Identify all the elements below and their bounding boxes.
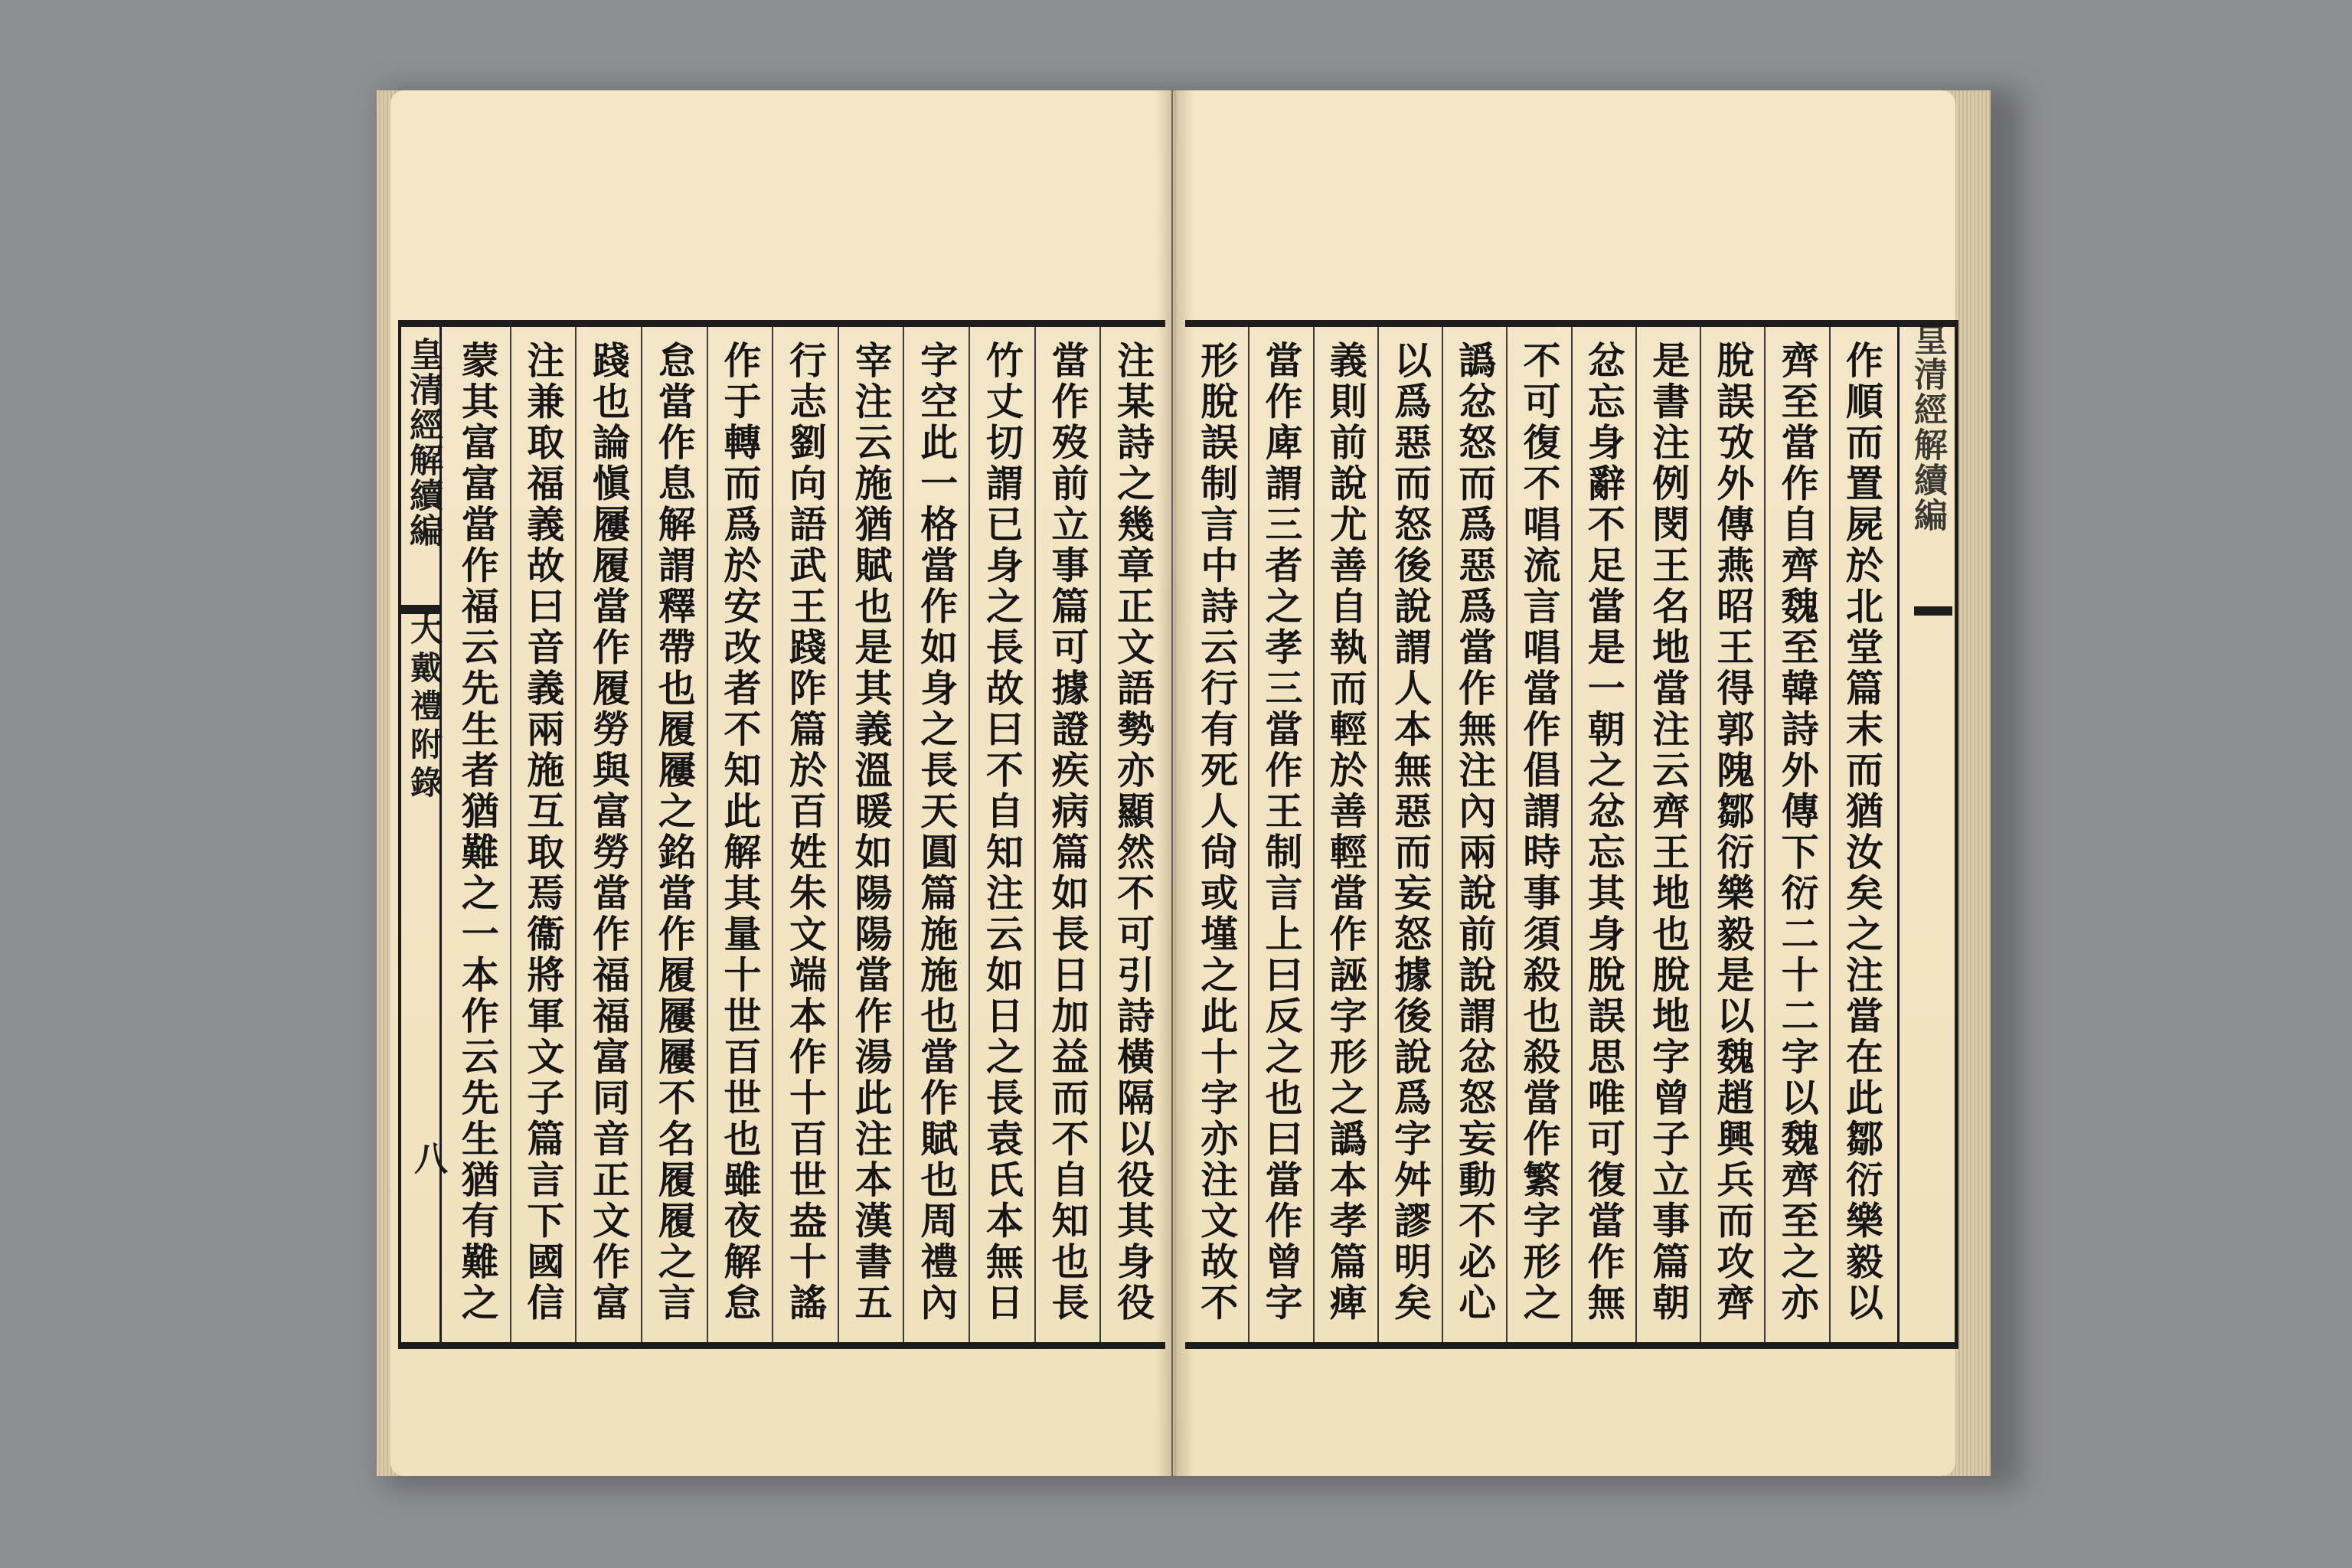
column-text: 行志劉向語武王踐阼篇於百姓朱文端本作十百世盎十謠 xyxy=(783,341,828,1324)
left-column xyxy=(510,327,576,1342)
left-text-frame xyxy=(398,320,1165,1349)
column-text: 宰注云施猶賦也是其義溫暖如陽陽當作湯此注本漢書五 xyxy=(849,341,894,1324)
left-column xyxy=(1099,327,1165,1342)
right-column xyxy=(1506,327,1570,1342)
column-text: 作順而置屍於北堂篇末而猶汝矣之注當在此鄒衍樂毅以 xyxy=(1840,341,1885,1324)
left-margin-section: 大戴禮附錄 xyxy=(406,612,443,804)
left-column xyxy=(903,327,969,1342)
right-column xyxy=(1377,327,1442,1342)
column-text: 字空此一格當作如身之長天圓篇施施也當作賦也周禮內 xyxy=(914,341,959,1324)
right-column xyxy=(1185,327,1248,1342)
column-text: 當作庳謂三者之孝三當作王制言上曰反之也曰當作曾字 xyxy=(1259,341,1304,1324)
left-column xyxy=(1034,327,1100,1342)
right-margin-title: 皇清經解續編 xyxy=(1908,322,1947,533)
column-text: 忿忘身辭不足當是一朝之忿忘其身脫誤思唯可復當作無 xyxy=(1582,341,1627,1324)
column-text: 義則前說尤善自執而輕於善輕當作誣字形之譌本孝篇痺 xyxy=(1324,341,1369,1324)
right-column xyxy=(1764,327,1828,1342)
left-folio-number: 八 xyxy=(408,1141,447,1174)
right-column xyxy=(1571,327,1635,1342)
right-margin-rule xyxy=(1897,320,1900,1349)
left-column xyxy=(641,327,707,1342)
column-text: 不可復不唱流言唱當作倡謂時事須殺也殺當作繁字形之 xyxy=(1517,341,1563,1324)
right-column xyxy=(1829,327,1893,1342)
column-text: 竹丈切謂已身之長故曰不自知注云如日之長袁氏本無日 xyxy=(980,341,1025,1324)
column-text: 齊至當作自齊魏至韓詩外傳下衍二十二字以魏齊至之亦 xyxy=(1775,341,1821,1324)
left-column xyxy=(772,327,838,1342)
column-text: 脫誤攷外傳燕昭王得郭隗鄒衍樂毅是以魏趙興兵而攻齊 xyxy=(1710,341,1756,1324)
right-column xyxy=(1442,327,1506,1342)
column-text: 形脫誤制言中詩云行有死人尙或墐之此十字亦注文故不 xyxy=(1194,341,1240,1324)
right-text-frame xyxy=(1185,320,1958,1349)
right-column xyxy=(1248,327,1312,1342)
right-column xyxy=(1700,327,1764,1342)
column-text: 注兼取福義故曰音義兩施互取焉衞將軍文子篇言下國信 xyxy=(521,341,566,1324)
column-text: 當作歿前立事篇可據證疾病篇如長日加益而不自知也長 xyxy=(1046,341,1091,1324)
column-text: 以爲惡而怒後說謂人本無惡而妄怒據後說爲字舛謬明矣 xyxy=(1388,341,1433,1324)
column-text: 怠當作息解謂釋帶也履屨之銘當作履屨屨不名履履之言 xyxy=(652,341,697,1324)
left-margin-title: 皇清經解續編 xyxy=(403,337,443,548)
left-column xyxy=(575,327,641,1342)
left-columns xyxy=(446,327,1165,1342)
right-fishtail-mark xyxy=(1914,606,1952,616)
column-text: 蒙其富富當作福云先生者猶難之一本作云先生猶有難之 xyxy=(456,341,501,1324)
column-text: 是書注例閔王名地當注云齊王地也脫地字曾子立事篇朝 xyxy=(1646,341,1691,1324)
left-column xyxy=(707,327,773,1342)
left-column xyxy=(446,327,510,1342)
right-columns xyxy=(1185,327,1893,1342)
right-column xyxy=(1313,327,1377,1342)
column-text: 踐也論愼屨履當作履勞與富勞當作福福富同音正文作富 xyxy=(586,341,632,1324)
left-column xyxy=(838,327,903,1342)
column-text: 譌忿怒而爲惡爲當作無注內兩說前說謂忿怒妄動不必心 xyxy=(1452,341,1498,1324)
column-text: 作于轉而爲於安改者不知此解其量十世百世也雖夜解怠 xyxy=(717,341,763,1324)
left-column xyxy=(969,327,1034,1342)
right-column xyxy=(1635,327,1700,1342)
column-text: 注某詩之幾章正文語勢亦顯然不可引詩橫隔以役其身役 xyxy=(1111,341,1156,1324)
